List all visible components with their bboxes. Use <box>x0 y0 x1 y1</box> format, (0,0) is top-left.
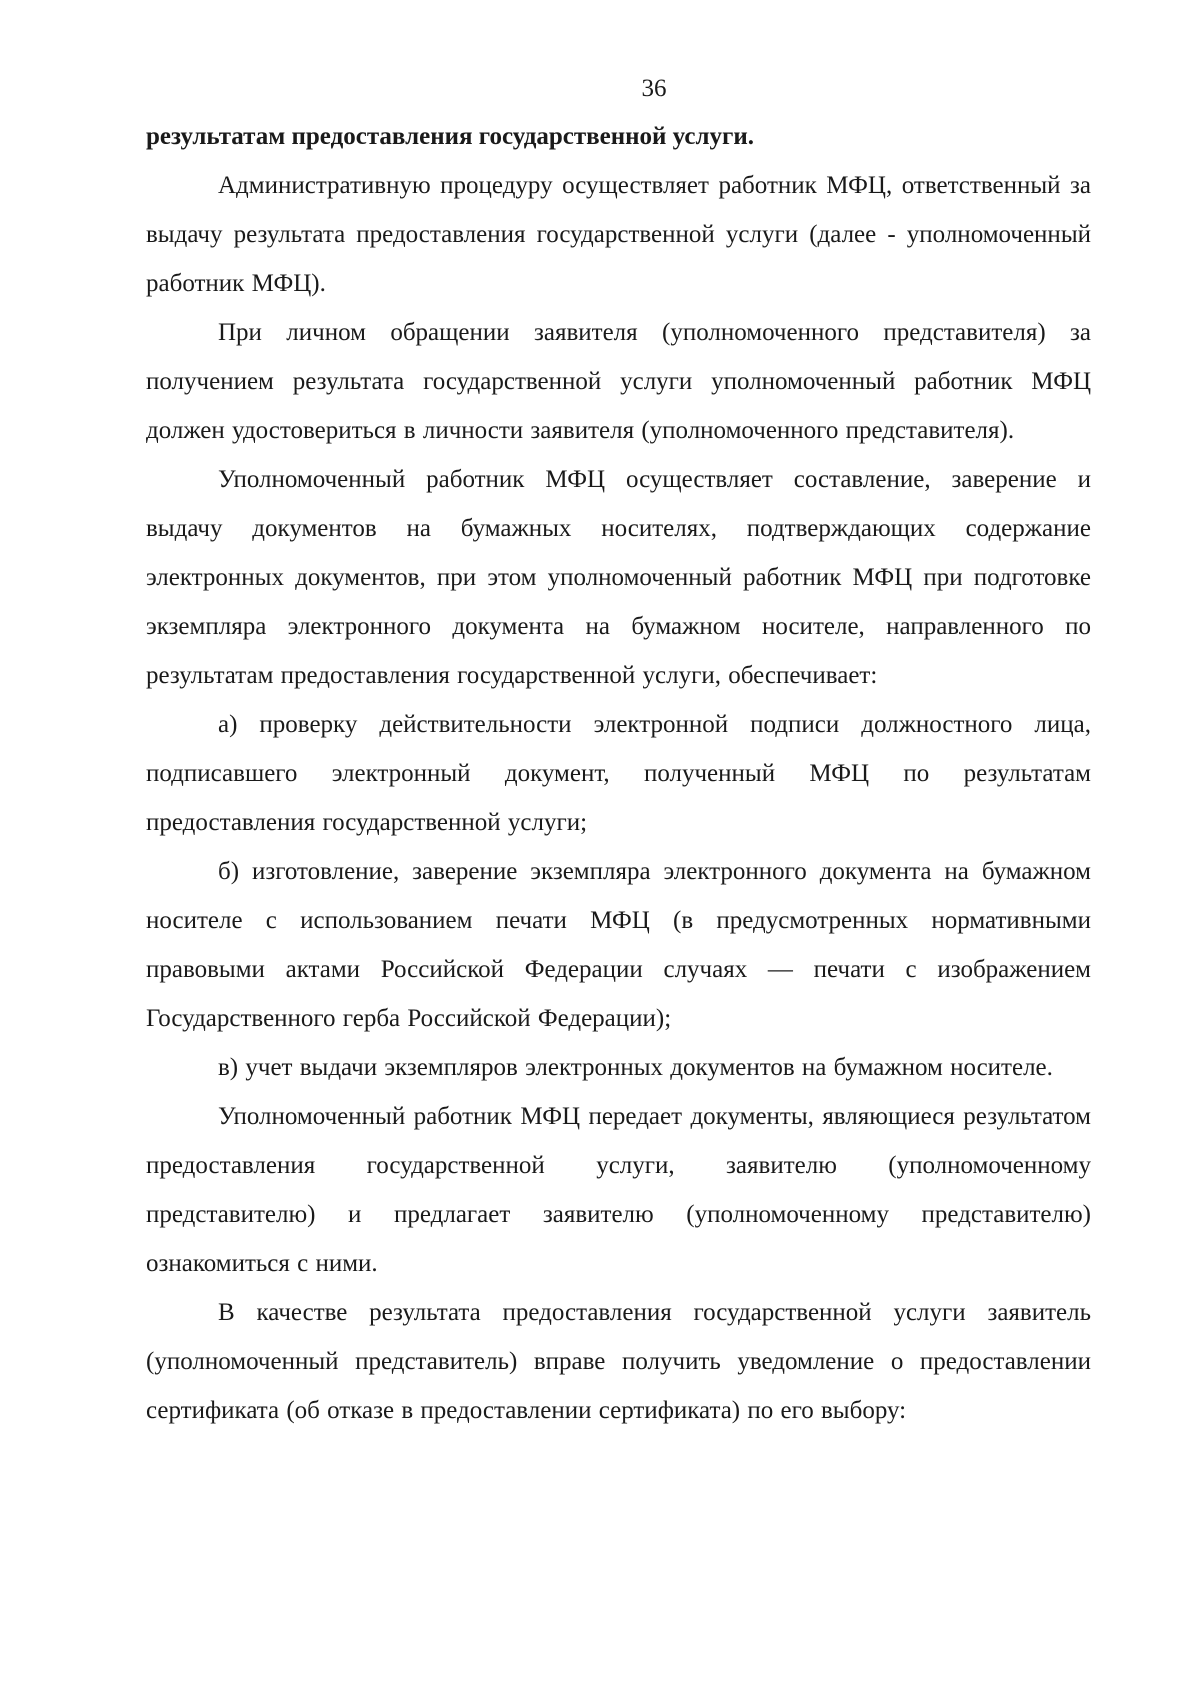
page-number: 36 <box>641 75 667 102</box>
paragraph-identity-check: При личном обращении заявителя (уполномоченного представителя) за получением результата государственной услуги уполномоченный работник МФЦ должен удостовериться в личности заявителя (уполномоченного представителя). <box>146 319 1091 444</box>
list-item-b-certification: б) изготовление, заверение экземпляра электронного документа на бумажном носителе с использованием печати МФЦ (в предусмотренных нормативными правовыми актами Российской Федерации случаях — печати с изображением Государственного герба Российской Федерации); <box>146 858 1091 1032</box>
paragraph-paper-copies: Уполномоченный работник МФЦ осуществляет составление, заверение и выдачу документов на бумажных носителях, подтверждающих содержание электронных документов, при этом уполномоченный работник МФЦ при подготовке экземпляра электронного документа на бумажном носителе, направленного по результатам предоставления государственной услуги, обеспечивает: <box>146 466 1091 689</box>
paragraph-notification-choice: В качестве результата предоставления государственной услуги заявитель (уполномоченный представитель) вправе получить уведомление о предоставлении сертификата (об отказе в предоставлении сертификата) по его выбору: <box>146 1299 1091 1424</box>
paragraph-handover: Уполномоченный работник МФЦ передает документы, являющиеся результатом предоставления государственной услуги, заявителю (уполномоченному представителю) и предлагает заявителю (уполномоченному представителю) ознакомиться с ними. <box>146 1103 1091 1277</box>
document-body <box>146 112 1091 1435</box>
section-heading-continuation: результатам предоставления государственной услуги. <box>146 123 755 150</box>
paragraph-procedure-executor: Административную процедуру осуществляет работник МФЦ, ответственный за выдачу результата предоставления государственной услуги (далее - уполномоченный работник МФЦ). <box>146 172 1091 297</box>
list-item-c-accounting: в) учет выдачи экземпляров электронных документов на бумажном носителе. <box>218 1054 1053 1081</box>
list-item-a-signature-check: а) проверку действительности электронной подписи должностного лица, подписавшего электронный документ, полученный МФЦ по результатам предоставления государственной услуги; <box>146 711 1091 836</box>
